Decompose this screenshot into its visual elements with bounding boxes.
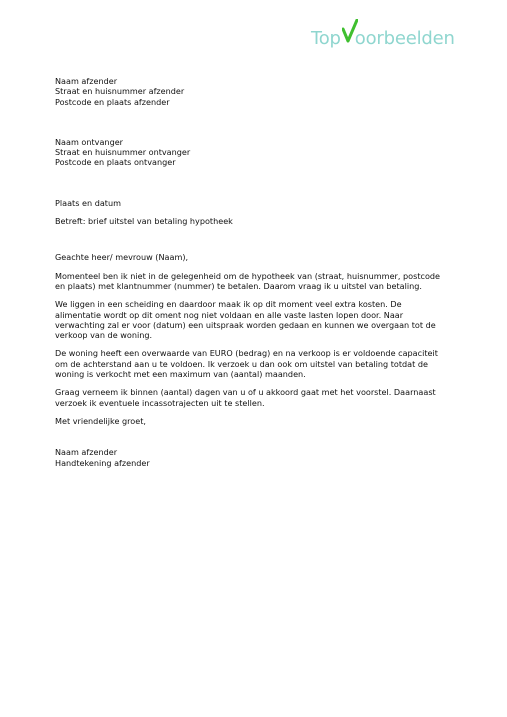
logo-text-voorbeelden: oorbeelden (354, 28, 455, 49)
recipient-postcode: Postcode en plaats ontvanger (55, 157, 176, 168)
recipient-street: Straat en huisnummer ontvanger (55, 147, 191, 158)
paragraph-3: De woning heeft een overwaarde van EURO (bedrag) en na verkoop is er voldoende capaciteit om de achterstand aan u te voldoen. Ik verzoek u dan ook om uitstel van betaling totdat de woning is verkocht met een maximum van (aantal) maanden. (55, 348, 438, 380)
recipient-name: Naam ontvanger (55, 136, 124, 147)
signature-name: Naam afzender (55, 447, 118, 458)
place-date: Plaats en datum (55, 197, 121, 208)
salutation: Geachte heer/ mevrouw (Naam), (55, 252, 189, 263)
subject-line: Betreft: brief uitstel van betaling hypotheek (55, 216, 233, 227)
closing: Met vriendelijke groet, (55, 415, 146, 426)
sender-block (55, 76, 450, 107)
logo-text-top: Top (311, 28, 341, 49)
logo-checkmark-icon (342, 25, 356, 47)
signature-line: Handtekening afzender (55, 457, 150, 468)
paragraph-1: Momenteel ben ik niet in de gelegenheid om de hypotheek van (straat, huisnummer, postcode en plaats) met klantnummer (nummer) te betalen. Daarom vraag ik u uitstel van betaling. (55, 270, 441, 291)
paragraph-4: Graag verneem ik binnen (aantal) dagen van u of u akkoord gaat met het voorstel. Daarnaast verzoek ik eventuele incassotrajecten uit te stellen. (55, 387, 436, 408)
sender-street: Straat en huisnummer afzender (55, 86, 185, 97)
signature-block (55, 447, 450, 468)
recipient-block (55, 137, 450, 168)
topvoorbeelden-logo (311, 22, 461, 56)
sender-postcode: Postcode en plaats afzender (55, 96, 170, 107)
sender-name: Naam afzender (55, 76, 118, 86)
paragraph-2: We liggen in een scheiding en daardoor maak ik op dit moment veel extra kosten. De alimentatie wordt op dit oment nog niet voldaan en alle vaste lasten lopen door. Naar verwachting zal er voor (datum) een uitspraak worden gedaan en kunnen we overgaan tot de verkoop van de woning. (55, 299, 436, 341)
letter-body (55, 76, 450, 468)
